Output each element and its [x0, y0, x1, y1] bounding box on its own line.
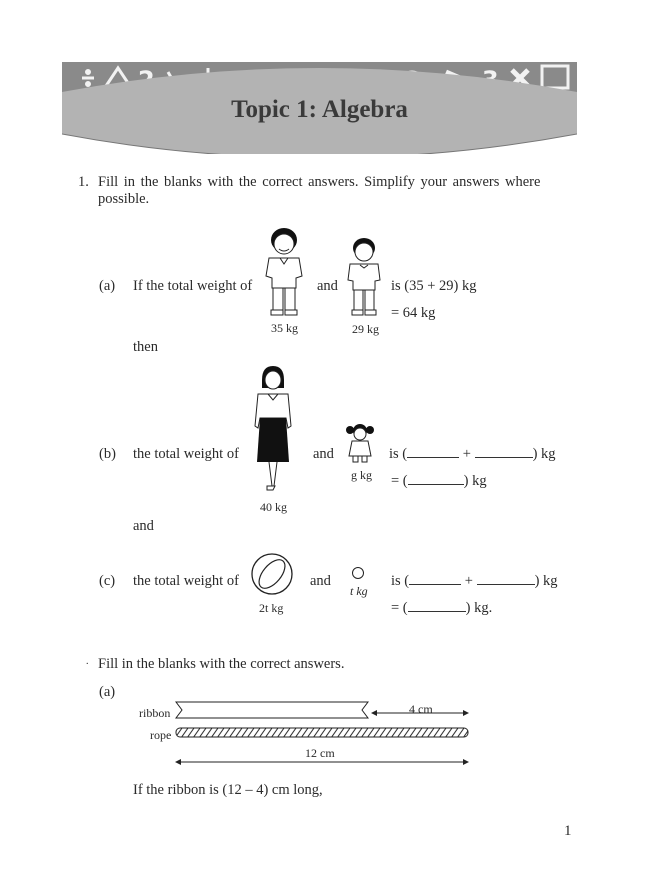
answer-blank-4[interactable] — [409, 574, 461, 585]
answer-blank-3[interactable] — [408, 474, 464, 485]
total-length-label: 12 cm — [305, 746, 335, 760]
boy-large-icon — [262, 224, 307, 320]
part-label: (a) — [99, 684, 116, 700]
rope-shape — [176, 728, 468, 737]
answer-blank-2[interactable] — [475, 447, 533, 458]
equation-close: ) kg — [463, 473, 487, 489]
equation-open: = ( — [391, 473, 408, 489]
weight-caption: 2t kg — [259, 601, 284, 615]
and-text: and — [313, 446, 334, 462]
weight-caption: 40 kg — [260, 500, 287, 514]
equation-result — [391, 474, 487, 489]
question-number: . — [86, 656, 89, 667]
weight-caption: t kg — [350, 584, 368, 598]
equation-line — [389, 447, 556, 462]
answer-blank-6[interactable] — [408, 601, 466, 612]
woman-icon — [252, 366, 294, 494]
and-text: and — [310, 573, 331, 589]
part-label: (c) — [99, 573, 116, 589]
plus-sign: + — [464, 573, 473, 589]
ribbon-label: ribbon — [139, 706, 171, 720]
weight-caption: g kg — [351, 468, 372, 482]
equation-close: ) kg — [534, 573, 558, 589]
equation-open: is ( — [389, 446, 408, 462]
answer-blank-5[interactable] — [477, 574, 535, 585]
page-number: 1 — [564, 823, 572, 839]
equation-close: ) kg. — [465, 600, 493, 616]
topic-banner — [62, 62, 577, 154]
large-ball-icon — [250, 552, 294, 596]
connector-text: and — [133, 518, 154, 534]
boy-small-icon — [345, 234, 383, 320]
answer-blank-1[interactable] — [407, 447, 459, 458]
question-number: 1. — [78, 174, 89, 190]
plus-sign: + — [462, 446, 471, 462]
page-title: Topic 1: Algebra — [231, 96, 408, 123]
connector-text: then — [133, 339, 158, 355]
and-text: and — [317, 278, 338, 294]
ribbon-rope-diagram — [170, 698, 475, 768]
part-label: (a) — [99, 278, 116, 294]
equation-open: = ( — [391, 600, 408, 616]
rope-label: rope — [150, 728, 172, 742]
difference-label: 4 cm — [409, 702, 433, 716]
question-instruction: Fill in the blanks with the correct answers. Simplify your answers where — [98, 174, 541, 190]
part-prefix: the total weight of — [133, 573, 239, 589]
ribbon-shape — [176, 702, 368, 718]
equation-line — [391, 574, 558, 589]
small-ball-icon — [351, 566, 365, 580]
girl-icon — [345, 422, 375, 466]
question-instruction: Fill in the blanks with the correct answers. — [98, 656, 345, 672]
equation-result — [391, 601, 492, 616]
equation-open: is ( — [391, 573, 410, 589]
equation-close: ) kg — [532, 446, 556, 462]
weight-caption: 29 kg — [352, 322, 379, 336]
statement-text: If the ribbon is (12 – 4) cm long, — [133, 782, 323, 798]
part-prefix: the total weight of — [133, 446, 239, 462]
part-label: (b) — [99, 446, 116, 462]
part-prefix: If the total weight of — [133, 278, 253, 294]
equation-result: = 64 kg — [391, 305, 436, 321]
weight-caption: 35 kg — [271, 321, 298, 335]
question-instruction-cont: possible. — [98, 191, 150, 207]
equation-line: is (35 + 29) kg — [391, 278, 477, 294]
